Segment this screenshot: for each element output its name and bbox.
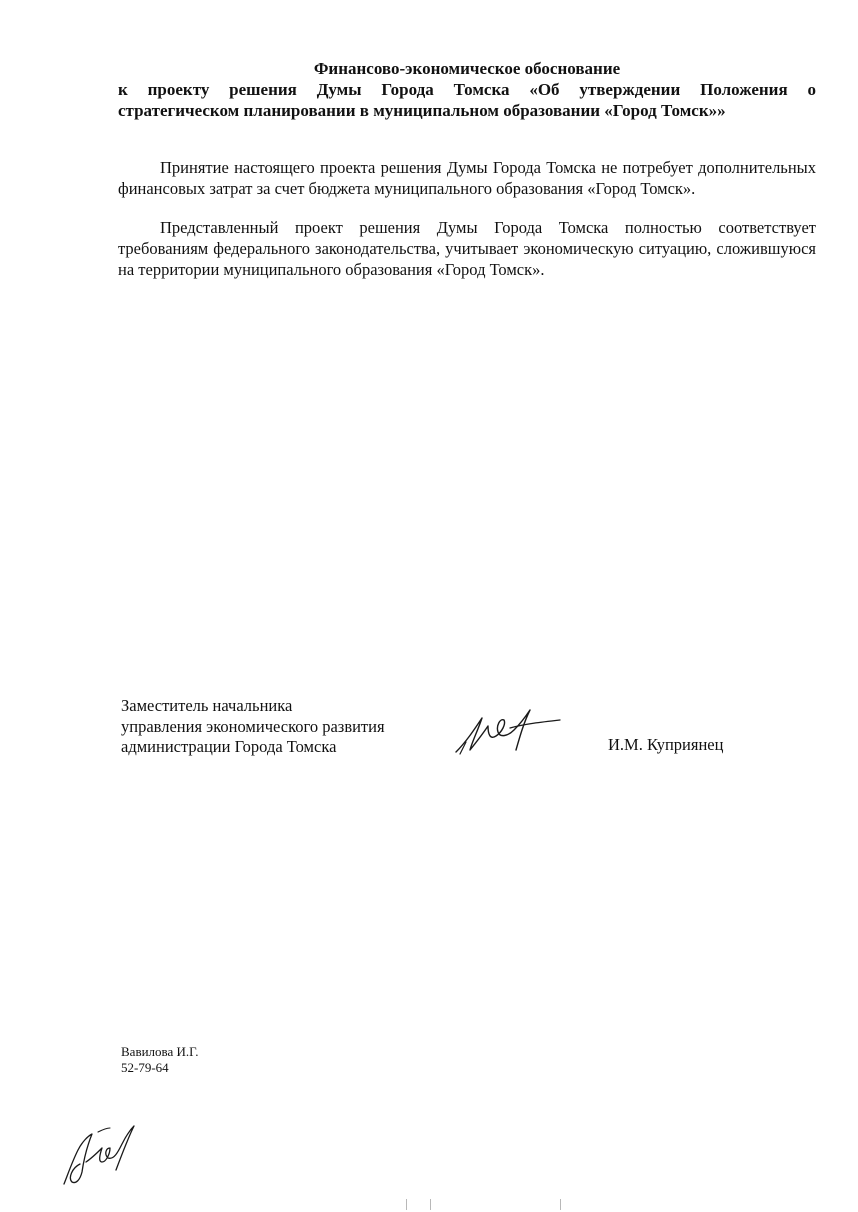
executor-info [121, 1044, 198, 1076]
scan-mark [406, 1199, 407, 1210]
document-title: Финансово-экономическое обоснование [313, 59, 621, 78]
document-subtitle-line-1: к проекту решения Думы Города Томска «Об утверждении Положения о [118, 80, 816, 99]
signer-name: И.М. Куприянец [608, 735, 724, 754]
document-subtitle-line-2: стратегическом планировании в муниципальном образовании «Город Томск»» [118, 101, 726, 120]
executor-name: Вавилова И.Г. [121, 1044, 199, 1059]
body-paragraph: Принятие настоящего проекта решения Думы Города Томска не потребует дополнительных финансовых затрат за счет бюджета муниципального образования «Город Томск». [118, 158, 816, 198]
body-paragraph: Представленный проект решения Думы Города Томска полностью соответствует требованиям федерального законодательства, учитывает экономическую ситуацию, сложившуюся на территории муниципального образования «Город Томск». [118, 218, 816, 279]
handwritten-initials-icon [58, 1122, 138, 1190]
handwritten-signature-icon [452, 702, 564, 758]
scan-mark [430, 1199, 431, 1210]
signer-position-line: управления экономического развития [121, 716, 385, 736]
signer-position-line: администрации Города Томска [121, 737, 337, 756]
signer-position-line: Заместитель начальника [121, 696, 293, 715]
executor-phone: 52-79-64 [121, 1060, 169, 1075]
scan-mark [560, 1199, 561, 1210]
signer-position [121, 696, 441, 758]
